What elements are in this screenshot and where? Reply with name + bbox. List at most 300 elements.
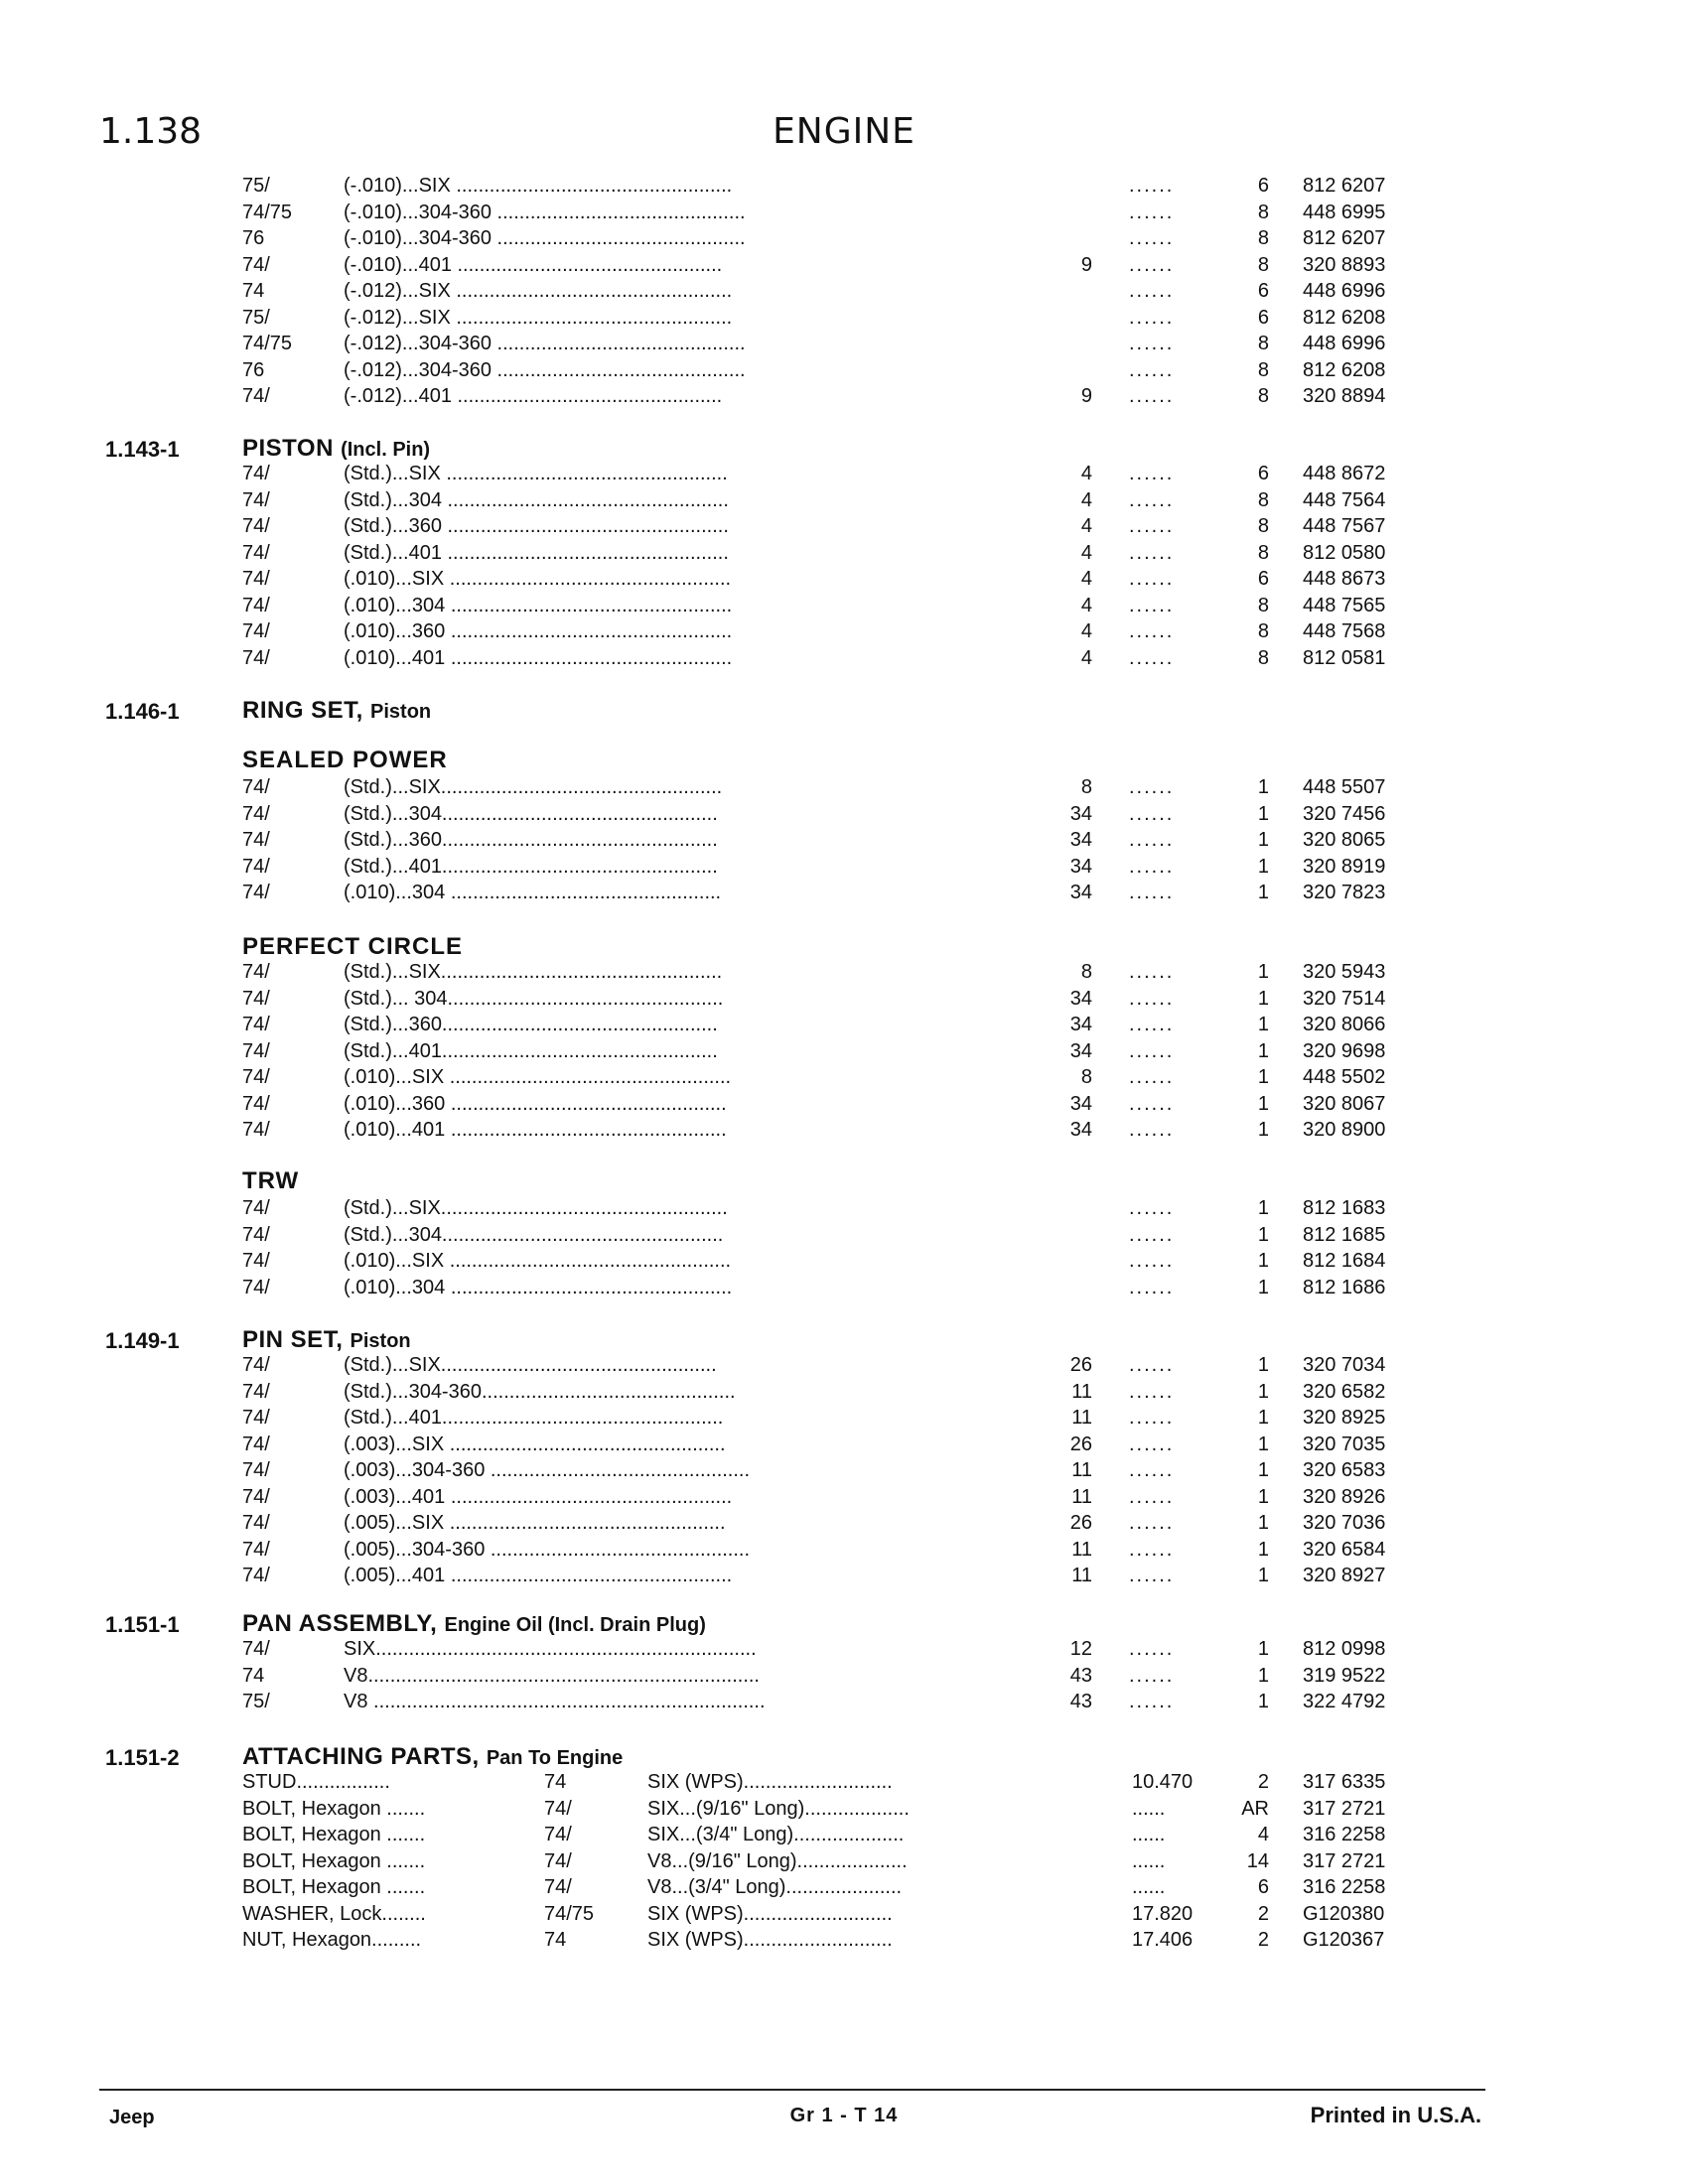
spec-number: 17.820 xyxy=(1132,1902,1194,1925)
leader-dots: ...... xyxy=(1129,488,1175,511)
ref-number: 8 xyxy=(1080,776,1092,798)
spec-number: ...... xyxy=(1132,1797,1166,1820)
quantity: 8 xyxy=(1257,253,1269,276)
subsection-title: TRW xyxy=(242,1167,300,1194)
ref-number: 8 xyxy=(1080,961,1092,983)
leader-dots: ...... xyxy=(1129,1354,1175,1376)
model-year: 74/ xyxy=(242,829,270,851)
ref-number: 34 xyxy=(1069,802,1092,825)
part-number: G120367 xyxy=(1303,1929,1385,1951)
quantity: 8 xyxy=(1257,594,1269,616)
description: (Std.)...401 ................................................... xyxy=(344,541,729,564)
description: (Std.)...304 ................................................... xyxy=(344,488,729,511)
part-number: 320 9698 xyxy=(1303,1039,1386,1062)
description: (Std.)...360.................................................. xyxy=(344,829,718,851)
quantity: 1 xyxy=(1257,1119,1269,1141)
description: (.010)...304 ................................................. xyxy=(344,882,722,903)
table-row xyxy=(0,1250,1489,1276)
leader-dots: ...... xyxy=(1129,385,1175,407)
quantity: 1 xyxy=(1257,1538,1269,1561)
quantity: 2 xyxy=(1257,1771,1269,1793)
leader-dots: ...... xyxy=(1129,646,1175,669)
table-row xyxy=(0,1224,1489,1250)
leader-dots: ...... xyxy=(1129,1485,1175,1508)
table-row xyxy=(0,1850,1489,1876)
quantity: 8 xyxy=(1257,385,1269,407)
quantity: 1 xyxy=(1257,829,1269,851)
ref-number: 4 xyxy=(1080,541,1092,564)
part-number: 448 7564 xyxy=(1303,488,1386,511)
table-row xyxy=(0,1459,1489,1485)
description: SIX...(9/16" Long)................... xyxy=(647,1797,910,1820)
quantity: 2 xyxy=(1257,1929,1269,1951)
model-year: 74/ xyxy=(242,1433,270,1455)
leader-dots: ...... xyxy=(1129,1276,1175,1298)
part-number: 316 2258 xyxy=(1303,1824,1386,1845)
ref-number: 43 xyxy=(1069,1691,1092,1712)
table-row xyxy=(0,595,1489,620)
table-row xyxy=(0,1093,1489,1119)
description: (Std.)...SIX.................................................. xyxy=(344,1354,717,1376)
table-row xyxy=(0,1824,1489,1849)
ref-number: 11 xyxy=(1071,1485,1092,1508)
model-year: 74/75 xyxy=(544,1902,595,1925)
table-row xyxy=(0,776,1489,802)
quantity: 1 xyxy=(1257,1039,1269,1062)
leader-dots: ...... xyxy=(1129,1538,1175,1561)
section-title-rest: Piston xyxy=(350,1330,411,1352)
description: (.010)...360 ................................................... xyxy=(344,620,733,642)
model-year: 74/ xyxy=(242,1066,270,1088)
description: (Std.)...401.................................................. xyxy=(344,1039,718,1062)
table-row xyxy=(0,647,1489,673)
part-number: 812 6207 xyxy=(1303,227,1386,249)
model-year: 75/ xyxy=(242,1691,270,1712)
quantity: 1 xyxy=(1257,1250,1269,1272)
model-year: 74/ xyxy=(242,1459,270,1481)
leader-dots: ...... xyxy=(1129,776,1175,798)
part-number: 448 7567 xyxy=(1303,515,1386,537)
table-row xyxy=(0,542,1489,568)
description: V8...(9/16" Long).................... xyxy=(647,1849,908,1872)
quantity: 4 xyxy=(1257,1824,1269,1845)
part-number: 320 8919 xyxy=(1303,855,1386,878)
leader-dots: ...... xyxy=(1129,829,1175,851)
description: SIX..................................................................... xyxy=(344,1638,757,1660)
ref-number: 26 xyxy=(1069,1433,1092,1455)
leader-dots: ...... xyxy=(1129,1433,1175,1455)
section-title xyxy=(242,1610,706,1638)
model-year: 74/ xyxy=(242,646,270,669)
part-number: 316 2258 xyxy=(1303,1876,1386,1898)
description: (Std.)...360 ................................................... xyxy=(344,515,729,537)
ref-number: 34 xyxy=(1069,1092,1092,1115)
part-number: 320 7456 xyxy=(1303,802,1386,825)
ref-number: 43 xyxy=(1069,1664,1092,1687)
description: (Std.)...360.................................................. xyxy=(344,1014,718,1035)
description: (Std.)...401................................................... xyxy=(344,1407,724,1429)
description: SIX (WPS)........................... xyxy=(647,1929,893,1951)
table-row xyxy=(0,1929,1489,1955)
part-number: 812 1684 xyxy=(1303,1250,1386,1272)
description: (.003)...401 ................................................... xyxy=(344,1485,733,1508)
quantity: 8 xyxy=(1257,541,1269,564)
table-row xyxy=(0,1040,1489,1066)
leader-dots: ...... xyxy=(1129,515,1175,537)
description: (.010)...304 ................................................... xyxy=(344,594,733,616)
part-number: 448 6996 xyxy=(1303,333,1386,354)
quantity: 6 xyxy=(1257,463,1269,484)
table-row xyxy=(0,1119,1489,1145)
ref-number: 11 xyxy=(1071,1407,1092,1429)
table-row xyxy=(0,280,1489,306)
model-year: 74/ xyxy=(242,882,270,903)
quantity: 8 xyxy=(1257,620,1269,642)
quantity: 6 xyxy=(1257,306,1269,329)
leader-dots: ...... xyxy=(1129,1459,1175,1481)
model-year: 74/ xyxy=(242,385,270,407)
model-year: 74/ xyxy=(242,987,270,1010)
ref-number: 4 xyxy=(1080,620,1092,642)
table-row xyxy=(0,829,1489,855)
table-row xyxy=(0,463,1489,488)
quantity: 1 xyxy=(1257,1380,1269,1403)
part-number: 812 1683 xyxy=(1303,1197,1386,1219)
description: (Std.)...304-360.............................................. xyxy=(344,1380,736,1403)
section-title-main: PISTON xyxy=(242,435,334,462)
quantity: 1 xyxy=(1257,1459,1269,1481)
part-number: 320 8067 xyxy=(1303,1092,1386,1115)
description: (Std.)...SIX................................................... xyxy=(344,961,723,983)
part-number: 320 8926 xyxy=(1303,1485,1386,1508)
table-row xyxy=(0,1512,1489,1538)
section-title-rest: Piston xyxy=(370,701,432,723)
model-year: 74/ xyxy=(242,463,270,484)
part-number: 317 6335 xyxy=(1303,1771,1386,1793)
spec-number: ...... xyxy=(1132,1824,1166,1845)
description: (Std.)...304................................................... xyxy=(344,1223,724,1246)
model-year: 74/ xyxy=(242,1119,270,1141)
description: (Std.)... 304.................................................. xyxy=(344,987,724,1010)
model-year: 74/ xyxy=(544,1797,572,1820)
item-name: BOLT, Hexagon ....... xyxy=(242,1849,426,1872)
part-number: 320 8900 xyxy=(1303,1119,1386,1141)
description: (Std.)...304.................................................. xyxy=(344,802,718,825)
table-row xyxy=(0,620,1489,646)
description: (.010)...401 ................................................... xyxy=(344,646,733,669)
group-number: 1.149-1 xyxy=(105,1328,180,1353)
leader-dots: ...... xyxy=(1129,1638,1175,1660)
description: (-.010)...304-360 ............................................. xyxy=(344,201,746,223)
description: (.010)...SIX ................................................... xyxy=(344,1250,732,1272)
ref-number: 34 xyxy=(1069,855,1092,878)
leader-dots: ...... xyxy=(1129,855,1175,878)
table-row xyxy=(0,568,1489,594)
leader-dots: ...... xyxy=(1129,1223,1175,1246)
part-number: 812 0998 xyxy=(1303,1638,1386,1660)
model-year: 74/ xyxy=(242,541,270,564)
quantity: 1 xyxy=(1257,961,1269,983)
part-number: 448 8673 xyxy=(1303,568,1386,590)
model-year: 74/ xyxy=(544,1824,572,1845)
leader-dots: ...... xyxy=(1129,1119,1175,1141)
leader-dots: ...... xyxy=(1129,802,1175,825)
quantity: 6 xyxy=(1257,280,1269,302)
model-year: 74/ xyxy=(544,1849,572,1872)
leader-dots: ...... xyxy=(1129,594,1175,616)
model-year: 76 xyxy=(242,358,265,381)
description: (-.010)...401 ................................................ xyxy=(344,253,723,276)
quantity: 8 xyxy=(1257,515,1269,537)
leader-dots: ...... xyxy=(1129,1066,1175,1088)
model-year: 74/ xyxy=(242,1380,270,1403)
ref-number: 34 xyxy=(1069,1014,1092,1035)
model-year: 74/ xyxy=(242,1354,270,1376)
ref-number: 11 xyxy=(1071,1459,1092,1481)
table-row xyxy=(0,1539,1489,1565)
part-number: 319 9522 xyxy=(1303,1664,1386,1687)
part-number: 320 7036 xyxy=(1303,1512,1386,1534)
part-number: 320 6582 xyxy=(1303,1380,1386,1403)
leader-dots: ...... xyxy=(1129,280,1175,302)
quantity: 6 xyxy=(1257,1876,1269,1898)
ref-number: 4 xyxy=(1080,568,1092,590)
description: (-.010)...304-360 ............................................. xyxy=(344,227,746,249)
model-year: 74/ xyxy=(242,594,270,616)
group-number: 1.146-1 xyxy=(105,699,180,724)
quantity: 8 xyxy=(1257,646,1269,669)
table-row xyxy=(0,1771,1489,1797)
table-row xyxy=(0,1665,1489,1691)
model-year: 74/ xyxy=(242,1638,270,1660)
ref-number: 34 xyxy=(1069,1039,1092,1062)
leader-dots: ...... xyxy=(1129,253,1175,276)
part-number: 317 2721 xyxy=(1303,1797,1386,1820)
table-row xyxy=(0,359,1489,385)
quantity: 1 xyxy=(1257,1565,1269,1586)
table-row xyxy=(0,856,1489,882)
description: (-.012)...SIX .................................................. xyxy=(344,280,733,302)
quantity: 1 xyxy=(1257,1092,1269,1115)
part-number: 320 8925 xyxy=(1303,1407,1386,1429)
description: (.010)...360 .................................................. xyxy=(344,1092,727,1115)
spec-number: ...... xyxy=(1132,1849,1166,1872)
leader-dots: ...... xyxy=(1129,1407,1175,1429)
footer-group: Gr 1 - T 14 xyxy=(789,2105,899,2126)
model-year: 75/ xyxy=(242,175,270,197)
footer-brand: Jeep xyxy=(109,2107,155,2128)
part-number: 448 5507 xyxy=(1303,776,1386,798)
table-row xyxy=(0,882,1489,907)
part-number: G120380 xyxy=(1303,1902,1385,1925)
description: (.010)...SIX ................................................... xyxy=(344,1066,732,1088)
table-row xyxy=(0,385,1489,411)
quantity: 1 xyxy=(1257,1014,1269,1035)
item-name: BOLT, Hexagon ....... xyxy=(242,1797,426,1820)
table-row xyxy=(0,988,1489,1014)
model-year: 74/ xyxy=(242,961,270,983)
part-number: 448 6996 xyxy=(1303,280,1386,302)
part-number: 320 8065 xyxy=(1303,829,1386,851)
model-year: 74/75 xyxy=(242,201,293,223)
table-row xyxy=(0,1381,1489,1407)
ref-number: 8 xyxy=(1080,1066,1092,1088)
model-year: 74/ xyxy=(242,1197,270,1219)
quantity: 1 xyxy=(1257,1066,1269,1088)
model-year: 74 xyxy=(242,280,265,302)
quantity: 1 xyxy=(1257,1223,1269,1246)
part-number: 812 0581 xyxy=(1303,646,1386,669)
quantity: 6 xyxy=(1257,175,1269,197)
table-row xyxy=(0,307,1489,333)
description: (-.012)...304-360 ............................................. xyxy=(344,358,746,381)
description: SIX (WPS)........................... xyxy=(647,1902,893,1925)
part-number: 320 8894 xyxy=(1303,385,1386,407)
part-number: 320 7034 xyxy=(1303,1354,1386,1376)
part-number: 320 8066 xyxy=(1303,1014,1386,1035)
ref-number: 34 xyxy=(1069,882,1092,903)
ref-number: 4 xyxy=(1080,488,1092,511)
quantity: 8 xyxy=(1257,201,1269,223)
description: (.005)...SIX .................................................. xyxy=(344,1512,726,1534)
table-row xyxy=(0,1565,1489,1590)
item-name: WASHER, Lock........ xyxy=(242,1902,426,1925)
leader-dots: ...... xyxy=(1129,620,1175,642)
model-year: 76 xyxy=(242,227,265,249)
part-number: 812 6207 xyxy=(1303,175,1386,197)
part-number: 320 7823 xyxy=(1303,882,1386,903)
leader-dots: ...... xyxy=(1129,1512,1175,1534)
part-number: 812 0580 xyxy=(1303,541,1386,564)
description: V8...(3/4" Long)..................... xyxy=(647,1876,903,1898)
leader-dots: ...... xyxy=(1129,358,1175,381)
table-row xyxy=(0,1638,1489,1664)
description: SIX...(3/4" Long).................... xyxy=(647,1824,905,1845)
description: (.003)...SIX .................................................. xyxy=(344,1433,726,1455)
model-year: 74/ xyxy=(242,488,270,511)
part-number: 320 5943 xyxy=(1303,961,1386,983)
part-number: 317 2721 xyxy=(1303,1849,1386,1872)
item-name: NUT, Hexagon......... xyxy=(242,1929,422,1951)
leader-dots: ...... xyxy=(1129,306,1175,329)
description: (.005)...304-360 ............................................... xyxy=(344,1538,751,1561)
section-title-main: RING SET, xyxy=(242,697,363,724)
quantity: 1 xyxy=(1257,882,1269,903)
ref-number: 11 xyxy=(1071,1380,1092,1403)
model-year: 74/ xyxy=(242,568,270,590)
model-year: 74/ xyxy=(242,1565,270,1586)
subsection-title: SEALED POWER xyxy=(242,747,448,773)
model-year: 74 xyxy=(242,1664,265,1687)
quantity: 1 xyxy=(1257,1664,1269,1687)
quantity: 1 xyxy=(1257,1276,1269,1298)
section-title-rest: Engine Oil (Incl. Drain Plug) xyxy=(444,1614,706,1636)
footer-rule xyxy=(99,2089,1485,2091)
description: (.003)...304-360 ............................................... xyxy=(344,1459,751,1481)
ref-number: 26 xyxy=(1069,1512,1092,1534)
quantity: 1 xyxy=(1257,776,1269,798)
model-year: 74/ xyxy=(242,776,270,798)
quantity: 6 xyxy=(1257,568,1269,590)
part-number: 320 7514 xyxy=(1303,987,1386,1010)
model-year: 74/ xyxy=(242,1407,270,1429)
description: (.010)...SIX ................................................... xyxy=(344,568,732,590)
model-year: 74/ xyxy=(242,1538,270,1561)
part-number: 812 1685 xyxy=(1303,1223,1386,1246)
part-number: 322 4792 xyxy=(1303,1691,1386,1712)
leader-dots: ...... xyxy=(1129,1664,1175,1687)
section-title xyxy=(242,697,431,725)
part-number: 320 6584 xyxy=(1303,1538,1386,1561)
part-number: 448 6995 xyxy=(1303,201,1386,223)
leader-dots: ...... xyxy=(1129,1039,1175,1062)
ref-number: 4 xyxy=(1080,594,1092,616)
quantity: 8 xyxy=(1257,358,1269,381)
table-row xyxy=(0,1407,1489,1433)
quantity: 8 xyxy=(1257,227,1269,249)
section-title xyxy=(242,435,430,463)
leader-dots: ...... xyxy=(1129,1380,1175,1403)
quantity: 2 xyxy=(1257,1902,1269,1925)
leader-dots: ...... xyxy=(1129,1197,1175,1219)
leader-dots: ...... xyxy=(1129,1691,1175,1712)
ref-number: 34 xyxy=(1069,1119,1092,1141)
item-name: BOLT, Hexagon ....... xyxy=(242,1876,426,1898)
group-number: 1.151-1 xyxy=(105,1612,180,1637)
ref-number: 34 xyxy=(1069,829,1092,851)
model-year: 74/ xyxy=(544,1876,572,1898)
quantity: 1 xyxy=(1257,1354,1269,1376)
description: (Std.)...SIX................................................... xyxy=(344,776,723,798)
leader-dots: ...... xyxy=(1129,1250,1175,1272)
page-number: 1.138 xyxy=(99,111,203,152)
quantity: AR xyxy=(1241,1797,1269,1820)
description: V8....................................................................... xyxy=(344,1664,760,1687)
item-name: BOLT, Hexagon ....... xyxy=(242,1824,426,1845)
ref-number: 12 xyxy=(1069,1638,1092,1660)
table-row xyxy=(0,202,1489,227)
quantity: 1 xyxy=(1257,855,1269,878)
leader-dots: ...... xyxy=(1129,1014,1175,1035)
model-year: 74/ xyxy=(242,1276,270,1298)
table-row xyxy=(0,227,1489,253)
part-number: 812 6208 xyxy=(1303,306,1386,329)
quantity: 1 xyxy=(1257,1407,1269,1429)
model-year: 74/ xyxy=(242,1014,270,1035)
description: (-.012)...304-360 ............................................. xyxy=(344,333,746,354)
section-title-rest: (Incl. Pin) xyxy=(341,439,431,461)
ref-number: 11 xyxy=(1071,1565,1092,1586)
model-year: 74/ xyxy=(242,515,270,537)
model-year: 74 xyxy=(544,1771,567,1793)
description: (Std.)...SIX.................................................... xyxy=(344,1197,728,1219)
leader-dots: ...... xyxy=(1129,568,1175,590)
model-year: 74/ xyxy=(242,1092,270,1115)
table-row xyxy=(0,1197,1489,1223)
section-title-main: PIN SET, xyxy=(242,1326,344,1353)
table-row xyxy=(0,1014,1489,1039)
quantity: 1 xyxy=(1257,802,1269,825)
model-year: 74/75 xyxy=(242,333,293,354)
description: (.010)...304 ................................................... xyxy=(344,1276,733,1298)
model-year: 74/ xyxy=(242,1039,270,1062)
leader-dots: ...... xyxy=(1129,541,1175,564)
quantity: 8 xyxy=(1257,333,1269,354)
model-year: 74/ xyxy=(242,1485,270,1508)
description: (-.010)...SIX .................................................. xyxy=(344,175,733,197)
spec-number: 17.406 xyxy=(1132,1929,1194,1951)
leader-dots: ...... xyxy=(1129,882,1175,903)
